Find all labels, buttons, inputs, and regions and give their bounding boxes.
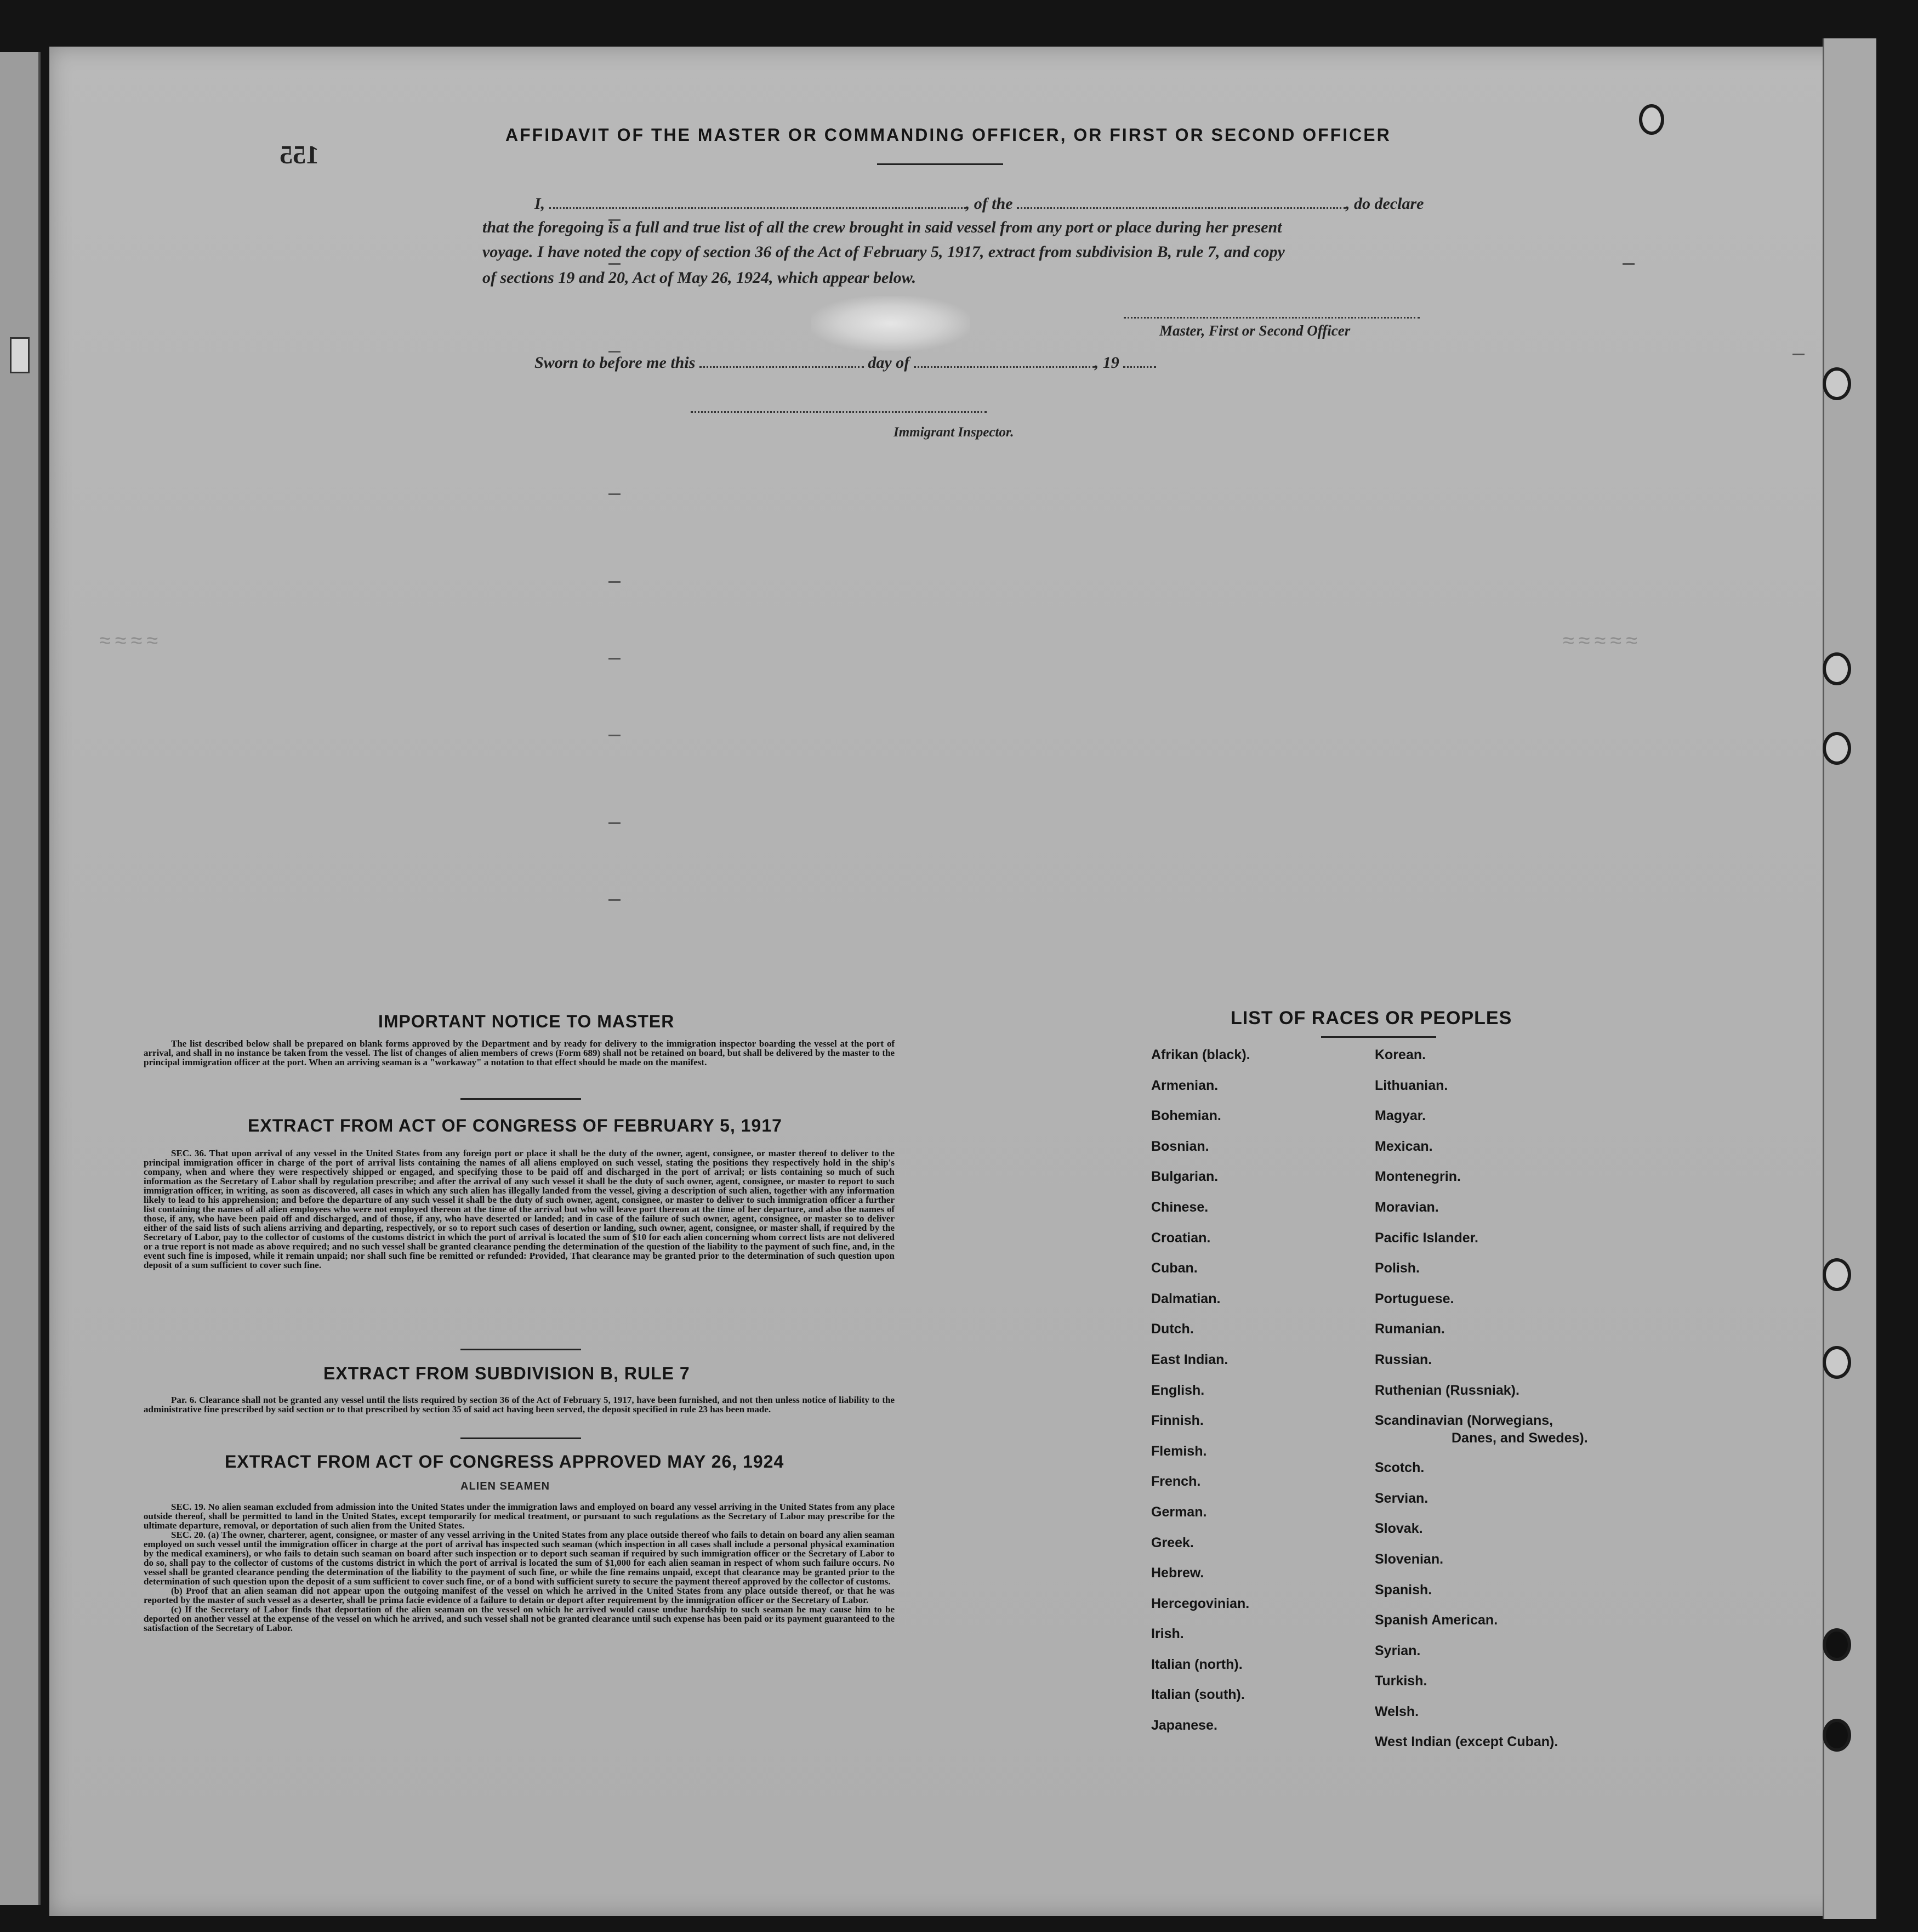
race-item: Finnish. bbox=[1151, 1413, 1204, 1429]
tick-mark bbox=[608, 735, 621, 736]
tick-mark bbox=[608, 822, 621, 824]
tick-mark bbox=[1623, 263, 1635, 265]
race-item: Magyar. bbox=[1375, 1108, 1426, 1124]
extract-1924-title: EXTRACT FROM ACT OF CONGRESS APPROVED MAY 26, 1924 bbox=[225, 1452, 784, 1471]
punch-hole bbox=[1823, 652, 1851, 685]
master-label: Master, First or Second Officer bbox=[1159, 322, 1351, 339]
race-item: East Indian. bbox=[1151, 1351, 1228, 1367]
i-label: I, bbox=[534, 195, 545, 213]
affidavit-title: AFFIDAVIT OF THE MASTER OR COMMANDING OFFICER, OR FIRST OR SECOND OFFICER bbox=[505, 125, 1391, 145]
declaration-line-3: voyage. I have noted the copy of section 36 of the Act of February 5, 1917, extract from subdivision B, rule 7, and copy bbox=[482, 243, 1285, 261]
notice-text bbox=[144, 1039, 895, 1067]
race-item: Cuban. bbox=[1151, 1260, 1198, 1276]
race-item: Dutch. bbox=[1151, 1321, 1194, 1337]
race-item: Hercegovinian. bbox=[1151, 1595, 1250, 1611]
sworn-label: Sworn to before me this bbox=[534, 354, 696, 372]
notice-title: IMPORTANT NOTICE TO MASTER bbox=[378, 1012, 675, 1031]
punch-hole bbox=[1823, 1719, 1851, 1752]
race-item: Welsh. bbox=[1375, 1703, 1419, 1719]
races-column-1 bbox=[1151, 1047, 1250, 1748]
race-item: Bosnian. bbox=[1151, 1138, 1209, 1154]
inspector-signature-blank[interactable] bbox=[691, 406, 987, 413]
race-item: Mexican. bbox=[1375, 1138, 1433, 1154]
tick-mark bbox=[608, 899, 621, 901]
race-item: Montenegrin. bbox=[1375, 1169, 1461, 1185]
race-item: Scandinavian (Norwegians, bbox=[1375, 1413, 1553, 1429]
extract-1917-text bbox=[144, 1149, 895, 1270]
race-item: Bulgarian. bbox=[1151, 1169, 1219, 1185]
race-item: Syrian. bbox=[1375, 1643, 1421, 1658]
race-item: Hebrew. bbox=[1151, 1565, 1204, 1581]
race-item: Portuguese. bbox=[1375, 1291, 1454, 1306]
declaration-line-4: of sections 19 and 20, Act of May 26, 1924, which appear below. bbox=[482, 269, 917, 287]
day-of-label: day of bbox=[868, 354, 910, 372]
section-19-text: SEC. 19. No alien seaman excluded from admission into the United States under the immigration laws and employed on board any vessel arriving in the United States from any place outside thereof, shall be permitted to land in the United States, except temporarily for medical treatment, or pursuant to such regulations as the Secretary of Labor may prescribe for the ultimate departure, removal, or deportation of such alien from the United States. bbox=[144, 1502, 895, 1531]
race-item: Polish. bbox=[1375, 1260, 1420, 1276]
tick-mark bbox=[608, 263, 621, 265]
tick-mark bbox=[608, 493, 621, 495]
race-item: Korean. bbox=[1375, 1047, 1426, 1062]
divider bbox=[460, 1098, 581, 1100]
punch-hole bbox=[1823, 732, 1851, 765]
race-item: English. bbox=[1151, 1382, 1205, 1398]
rule-7-text: Par. 6. Clearance shall not be granted any vessel until the lists required by section 36 of the Act of February 5, 1917, have been furnished, and not then unless notice of liability to the administrative fine prescribed by said section or to that prescribed by section 35 of said act having been served, the deposit specified in rule 23 has been made. bbox=[144, 1395, 895, 1414]
vessel-blank[interactable] bbox=[1017, 202, 1346, 209]
section-20a-text: SEC. 20. (a) The owner, charterer, agent, consignee, or master of any vessel arriving in the United States from any place outside thereof who fails to detain on board any alien seaman employed on such vessel until the immigration officer in charge at the port of arrival has inspected such seaman (which inspection in all cases shall include a personal physical examination by the medical examiners), or who fails to detain such seaman on board after such inspection or to deport such seaman if required by such immigration officer or the Secretary of Labor to do so, shall pay to the collector of customs of the customs district in which the port of arrival is located the sum of $1,000 for each alien seaman in respect of whom such failure occurs. No vessel shall be granted clearance pending the determination of the liability to the payment of such fine, or while the fine remains unpaid, except that clearance may be granted prior to the determination of such question upon the deposit of a sum sufficient to cover such fine, or of a bond with sufficient surety to secure the payment thereof approved by the collector of customs. bbox=[144, 1530, 895, 1587]
subdivision-text bbox=[144, 1395, 895, 1414]
declaration-line-1 bbox=[534, 195, 1424, 213]
race-item: Moravian. bbox=[1375, 1199, 1439, 1215]
races-column-2 bbox=[1375, 1047, 1588, 1765]
notice-paragraph: The list described below shall be prepared on blank forms approved by the Department and by ready for delivery to the immigration inspector boarding the vessel at the port of arrival, and shall in no instance be taken from the vessel. The list of changes of alien members of crews (Form 689) shall not be retained on board, but shall be delivered by the master to the principal immigration officer at the port. When an arriving seaman is a "workaway" a notation to that effect should be made on the manifest. bbox=[144, 1038, 895, 1067]
year-blank[interactable] bbox=[1123, 361, 1156, 368]
race-item: Turkish. bbox=[1375, 1673, 1427, 1689]
title-underline bbox=[877, 163, 1003, 165]
race-item: German. bbox=[1151, 1504, 1207, 1520]
tick-mark bbox=[608, 351, 621, 353]
punch-hole bbox=[1639, 104, 1664, 135]
declaration-line-2: that the foregoing is a full and true list of all the crew brought in said vessel from any port or place during her present bbox=[482, 218, 1282, 236]
tick-mark bbox=[608, 658, 621, 660]
month-blank[interactable] bbox=[914, 361, 1095, 368]
divider bbox=[460, 1349, 581, 1350]
alien-seamen-subtitle: ALIEN SEAMEN bbox=[460, 1480, 550, 1492]
race-item: Russian. bbox=[1375, 1351, 1432, 1367]
race-item: Armenian. bbox=[1151, 1077, 1219, 1093]
subdivision-title: EXTRACT FROM SUBDIVISION B, RULE 7 bbox=[323, 1363, 690, 1383]
bleed-through-mark: ≈≈≈≈≈ bbox=[1562, 630, 1642, 654]
punch-hole bbox=[1823, 1346, 1851, 1379]
race-item: French. bbox=[1151, 1474, 1201, 1490]
race-item: Afrikan (black). bbox=[1151, 1047, 1250, 1062]
day-blank[interactable] bbox=[699, 361, 864, 368]
punch-hole bbox=[1823, 367, 1851, 400]
punch-hole bbox=[1823, 1628, 1851, 1661]
of-the-label: , of the bbox=[965, 195, 1013, 213]
extract-1924-text bbox=[144, 1502, 895, 1633]
race-item: Pacific Islander. bbox=[1375, 1230, 1478, 1246]
race-item: Japanese. bbox=[1151, 1718, 1217, 1734]
race-item: West Indian (except Cuban). bbox=[1375, 1734, 1558, 1750]
inspector-label: Immigrant Inspector. bbox=[893, 425, 1014, 440]
race-item: Spanish American. bbox=[1375, 1612, 1498, 1628]
year-prefix: , 19 bbox=[1094, 354, 1119, 372]
sworn-line bbox=[534, 354, 1156, 372]
race-item: Croatian. bbox=[1151, 1230, 1211, 1246]
divider bbox=[1321, 1036, 1436, 1038]
do-declare-label: , do declare bbox=[1346, 195, 1424, 213]
section-20c-text: (c) If the Secretary of Labor finds that deportation of the alien seaman on the vessel on which he arrived would cause undue hardship to such seaman he may cause him to be deported on another vessel at the expense of the vessel on which he arrived, and such vessel shall not be granted clearance until such expense has been paid or its payment guaranteed to the satisfaction of the Secretary of Labor. bbox=[144, 1604, 895, 1633]
race-item: Flemish. bbox=[1151, 1443, 1207, 1459]
race-item: Rumanian. bbox=[1375, 1321, 1445, 1337]
race-item: Italian (south). bbox=[1151, 1687, 1245, 1703]
section-20b-text: (b) Proof that an alien seaman did not appear upon the outgoing manifest of the vessel on which he arrived in the United States from any place outside thereof, or that he was reported by the master of such vessel as a deserter, shall be prima facie evidence of a failure to detain or deport after requirement by the immigration officer or the Secretary of Labor. bbox=[144, 1586, 895, 1605]
race-item: Slovenian. bbox=[1375, 1551, 1444, 1567]
name-blank[interactable] bbox=[549, 202, 966, 209]
signature-blank[interactable] bbox=[1124, 311, 1420, 319]
race-item: Ruthenian (Russniak). bbox=[1375, 1382, 1519, 1398]
tick-mark bbox=[1792, 354, 1805, 355]
race-item: Irish. bbox=[1151, 1626, 1184, 1642]
tick-mark bbox=[608, 581, 621, 583]
race-item: Greek. bbox=[1151, 1535, 1194, 1550]
mirrored-page-number: 155 bbox=[280, 140, 319, 169]
divider bbox=[460, 1437, 581, 1439]
race-item: Dalmatian. bbox=[1151, 1291, 1221, 1306]
paper-stain bbox=[811, 296, 970, 351]
binding-margin bbox=[0, 52, 41, 1905]
race-item: Bohemian. bbox=[1151, 1108, 1221, 1124]
bleed-through-mark: ≈≈≈≈ bbox=[99, 630, 162, 654]
extract-1917-title: EXTRACT FROM ACT OF CONGRESS OF FEBRUARY 5, 1917 bbox=[248, 1116, 782, 1135]
race-item: Scotch. bbox=[1375, 1460, 1425, 1476]
race-item: Danes, and Swedes). bbox=[1452, 1430, 1588, 1446]
race-item: Spanish. bbox=[1375, 1582, 1432, 1598]
race-item: Servian. bbox=[1375, 1490, 1428, 1506]
race-item: Chinese. bbox=[1151, 1199, 1209, 1215]
section-36-text: SEC. 36. That upon arrival of any vessel in the United States from any foreign port or place it shall be the duty of the owner, agent, consignee, or master thereof to deliver to the principal immigration officer in charge of the port of arrival lists containing the names of all aliens employed on such vessel, stating the positions they respectively hold in the ship's company, when and where they were respectively shipped or engaged, and specifying those to be paid off and discharged in the port of arrival; or lists containing so much of such information as the Secretary of Labor shall by regulation prescribe; and after the arrival of any such vessel it shall be the duty of such owner, agent, consignee, or master to report to such immigration officer, in writing, as soon as discovered, all cases in which any such alien has illegally landed from the vessel, giving a description of such alien, together with any information likely to lead to his apprehension; and before the departure of any such vessel it shall be the duty of such owner, agent, consignee, or master to deliver to such immigration officer a further list containing the names of all alien employees who were not employed thereon at the time of the arrival but who will leave port thereon at the time of her departure, and also the names of those, if any, who have been paid off and discharged, and of those, if any, who have deserted or landed; and in case of the failure of such owner, agent, consignee, or master so to deliver either of the said lists of such aliens arriving and departing, respectively, or so to report such cases of desertion or landing, such owner, agent, consignee, or master shall, if required by the Secretary of Labor, pay to the collector of customs of the customs district in which the port of arrival is located the sum of $10 for each alien concerning whom correct lists are not delivered or a true report is not made as above required; and no such vessel shall be granted clearance pending the determination of the question of the liability to the payment of such fine, and, in the event such fine is imposed, while it remain unpaid; nor shall such fine be remitted or refunded: Provided, That clearance may be granted prior to the determination of such question upon deposit of a sum sufficient to cover such fine. bbox=[144, 1148, 895, 1270]
races-title: LIST OF RACES OR PEOPLES bbox=[1231, 1008, 1512, 1028]
race-item: Italian (north). bbox=[1151, 1656, 1243, 1672]
binding-clip bbox=[10, 337, 30, 373]
punch-hole bbox=[1823, 1258, 1851, 1291]
race-item: Lithuanian. bbox=[1375, 1077, 1448, 1093]
race-item: Slovak. bbox=[1375, 1521, 1423, 1537]
